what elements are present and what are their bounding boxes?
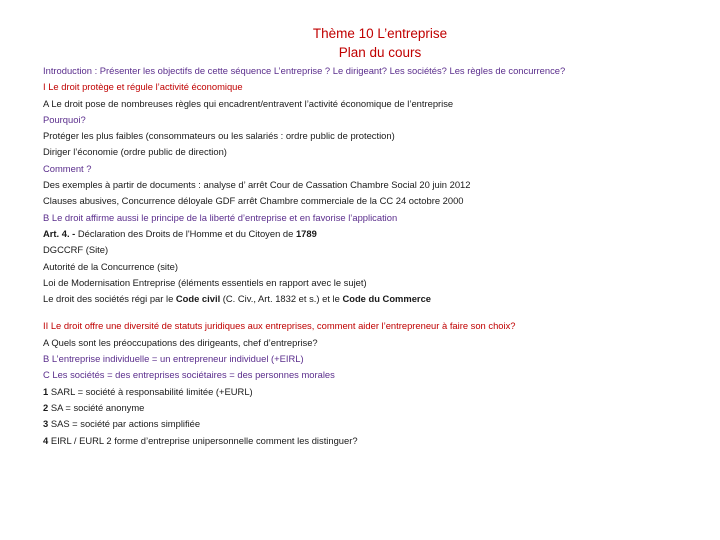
droit-text-a: Le droit des sociétés régi par le [43,293,176,305]
part2-section-a: A Quels sont les préoccupations des dirigeants, chef d’entreprise? [43,336,318,348]
item-text: SARL = société à responsabilité limitée (+EURL) [48,385,253,397]
example-line-1: Des exemples à partir de documents : analyse d’ arrêt Cour de Cassation Chambre Social 20 juin 2012 [43,179,471,191]
article-ref: Art. 4. - [43,227,76,239]
item-number: 3 [43,418,49,430]
part1-section-b: B Le droit affirme aussi le principe de la liberté d’entreprise et en favorise l’application [43,211,398,223]
part2-section-b: B L’entreprise individuelle = un entrepreneur individuel (+EIRL) [43,353,304,365]
course-outline [43,63,713,449]
code-civil: Code civil [175,293,221,305]
loi-line: Loi de Modernisation Entreprise (éléments essentiels en rapport avec le sujet) [43,276,367,288]
pourquoi-line: Pourquoi? [43,113,86,125]
declaration-year: 1789 [295,227,317,239]
item-number: 4 [43,434,49,446]
item-sa [43,400,713,416]
item-text: SA = société anonyme [48,401,145,413]
declaration-line [43,226,713,242]
item-number: 2 [43,401,49,413]
item-sarl [43,384,713,400]
page-title: Thème 10 L’entreprise [312,26,448,41]
direct-line: Diriger l’économie (ordre public de direction) [43,146,227,158]
autorite-line: Autorité de la Concurrence (site) [43,260,178,272]
item-number: 1 [43,385,49,397]
code-commerce: Code du Commerce [342,293,432,305]
item-text: SAS = société par actions simplifiée [48,418,201,430]
example-line-2: Clauses abusives, Concurrence déloyale GDF arrêt Chambre commerciale de la CC 24 octobre 2000 [43,195,464,207]
introduction-line: Introduction : Présenter les objectifs de cette séquence L’entreprise ? Le dirigeant? Les sociétés? Les règles de concurrence? [43,65,566,76]
item-text: EIRL / EURL 2 forme d’entreprise unipersonnelle comment les distinguer? [48,434,358,446]
dgccrf-line: DGCCRF (Site) [43,244,109,256]
item-eirl-eurl [43,433,713,449]
part2-section-c: C Les sociétés = des entreprises sociétaires = des personnes morales [43,369,335,381]
protect-line: Protéger les plus faibles (consommateurs ou les salariés : ordre public de protection) [43,130,395,142]
comment-line: Comment ? [43,162,92,174]
part1-section-a: A Le droit pose de nombreuses règles qui encadrent/entravent l’activité économique de l’entreprise [43,97,454,109]
item-sas [43,416,713,432]
droit-text-b: (C. Civ., Art. 1832 et s.) et le [220,293,343,305]
part2-heading: II Le droit offre une diversité de statuts juridiques aux entreprises, comment aider l’entrepreneur à faire son choix? [43,320,516,332]
page-subtitle: Plan du cours [338,45,422,60]
declaration-text: Déclaration des Droits de l'Homme et du Citoyen de [75,227,296,239]
part1-heading: I Le droit protège et régule l’activité économique [43,81,243,93]
droit-societes-line [43,291,713,307]
